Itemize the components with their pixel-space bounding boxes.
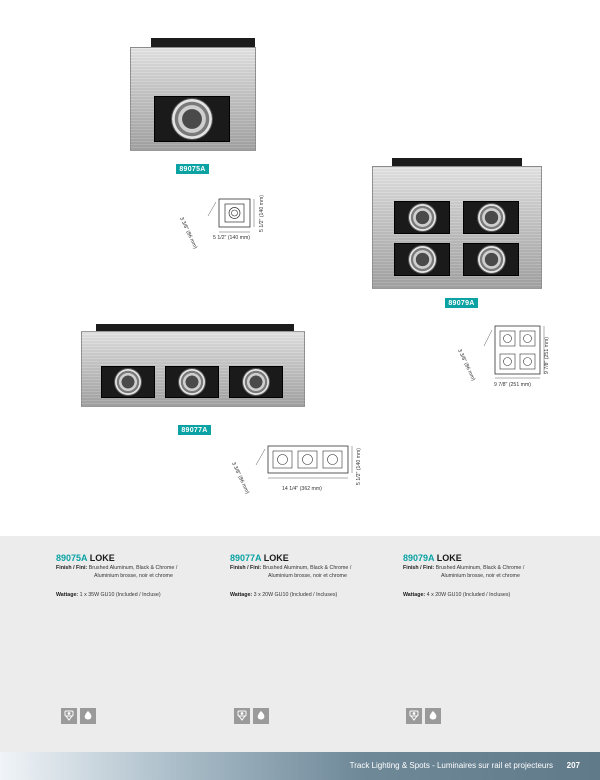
product-name: LOKE [89, 553, 115, 563]
product-sku: 89079A [403, 553, 435, 563]
bulb-icons-89079a [406, 708, 441, 724]
product-name: LOKE [263, 553, 289, 563]
page-footer [0, 752, 600, 780]
finish-spec: Finish / Fini: Brushed Aluminum, Black & Chrome / Aluminium brosse, noir et chrome [403, 565, 525, 580]
dim-width-89075a: 5 1/2" (140 mm) [213, 235, 251, 241]
spec-column-89079a [403, 552, 575, 600]
page-number: 207 [566, 761, 580, 770]
dim-depth-89079a: 3 3/8" (86 mm) [456, 348, 477, 382]
footer-section-title: Track Lighting & Spots - Luminaires sur rail et projecteurs [349, 761, 553, 770]
dimension-drawing-89075a [170, 188, 280, 263]
product-title [230, 552, 402, 564]
bulb-icons-89077a [234, 708, 269, 724]
sku-tag-89079a: 89079A [445, 298, 478, 308]
dim-height-89079a: 9 7/8" (251 mm) [544, 336, 550, 374]
wattage-spec: Wattage: 4 x 20W GU10 (Included / Incluses) [403, 592, 511, 599]
product-sku: 89075A [56, 553, 88, 563]
dimension-drawing-89079a [452, 320, 552, 400]
sku-tag-89075a: 89075A [176, 164, 209, 174]
finish-spec: Finish / Fini: Brushed Aluminum, Black & Chrome / Aluminium brosse, noir et chrome [230, 565, 352, 580]
dimension-drawing-89077a [226, 437, 372, 499]
product-title [56, 552, 228, 564]
wattage-spec: Wattage: 3 x 20W GU10 (Included / Incluses) [230, 592, 338, 599]
halogen-bulb-icon [253, 708, 269, 724]
dim-height-89075a: 5 1/2" (140 mm) [259, 194, 265, 232]
spec-column-89077a [230, 552, 402, 600]
product-title [403, 552, 575, 564]
dim-depth-89075a: 3 3/8" (86 mm) [178, 216, 199, 250]
spec-column-89075a [56, 552, 228, 600]
gu10-bulb-icon [61, 708, 77, 724]
finish-spec: Finish / Fini: Brushed Aluminum, Black & Chrome / Aluminium brosse, noir et chrome [56, 565, 178, 580]
dim-depth-89077a: 3 3/8" (86 mm) [230, 461, 251, 495]
gu10-bulb-icon [406, 708, 422, 724]
sku-tag-89077a: 89077A [178, 425, 211, 435]
dim-width-89079a: 9 7/8" (251 mm) [494, 382, 532, 388]
dim-width-89077a: 14 1/4" (362 mm) [282, 486, 322, 492]
dim-height-89077a: 5 1/2" (140 mm) [356, 447, 362, 485]
product-name: LOKE [436, 553, 462, 563]
gu10-bulb-icon [234, 708, 250, 724]
halogen-bulb-icon [425, 708, 441, 724]
product-sku: 89077A [230, 553, 262, 563]
wattage-spec: Wattage: 1 x 35W GU10 (Included / Incluse) [56, 592, 161, 599]
bulb-icons-89075a [61, 708, 96, 724]
halogen-bulb-icon [80, 708, 96, 724]
